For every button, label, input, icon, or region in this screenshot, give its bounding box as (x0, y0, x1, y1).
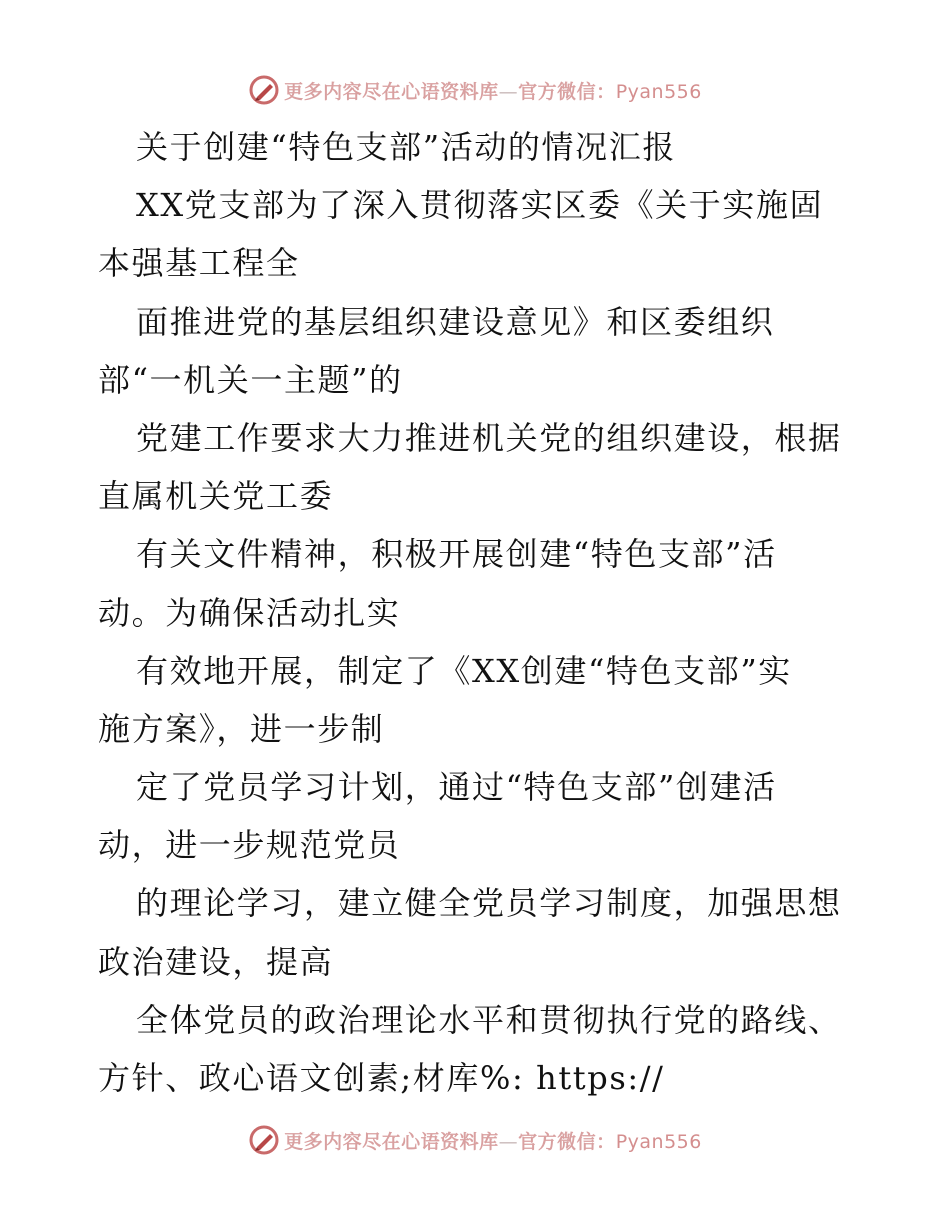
text-line: 面推进党的基层组织建设意见》和区委组织 (136, 302, 775, 341)
text-line: 关于创建“特色支部”活动的情况汇报 (136, 128, 676, 166)
text-line: 直属机关党工委 (98, 477, 334, 516)
text-line: 本强基工程全 (98, 244, 300, 283)
text-line: 方针、政心语文创素;材库%: https:// (98, 1059, 665, 1097)
text-line: 定了党员学习计划，通过“特色支部”创建活 (136, 768, 777, 807)
pen-logo-icon (248, 74, 280, 106)
text-line: 动。为确保活动扎实 (98, 593, 401, 632)
document-body (98, 118, 898, 1107)
watermark-text: 更多内容尽在心语资料库—官方微信：Pyan556 (284, 1130, 702, 1153)
text-line: 党建工作要求大力推进机关党的组织建设，根据 (136, 418, 842, 457)
watermark-text: 更多内容尽在心语资料库—官方微信：Pyan556 (284, 80, 702, 103)
watermark-header (0, 70, 950, 110)
text-line: 施方案》，进一步制 (98, 709, 385, 748)
text-line: 政治建设，提高 (98, 942, 334, 981)
text-line: 动，进一步规范党员 (98, 826, 401, 865)
text-line: 有关文件精神，积极开展创建“特色支部”活 (136, 535, 777, 574)
text-line: 部“一机关一主题”的 (98, 360, 403, 399)
text-line: 全体党员的政治理论水平和贯彻执行党的路线、 (136, 1000, 842, 1039)
text-line: XX党支部为了深入贯彻落实区委《关于实施固 (136, 186, 824, 225)
pen-logo-icon (248, 1124, 280, 1156)
text-line: 有效地开展，制定了《XX创建“特色支部”实 (136, 651, 792, 690)
watermark-footer (0, 1120, 950, 1160)
text-line: 的理论学习，建立健全党员学习制度，加强思想 (136, 884, 842, 923)
